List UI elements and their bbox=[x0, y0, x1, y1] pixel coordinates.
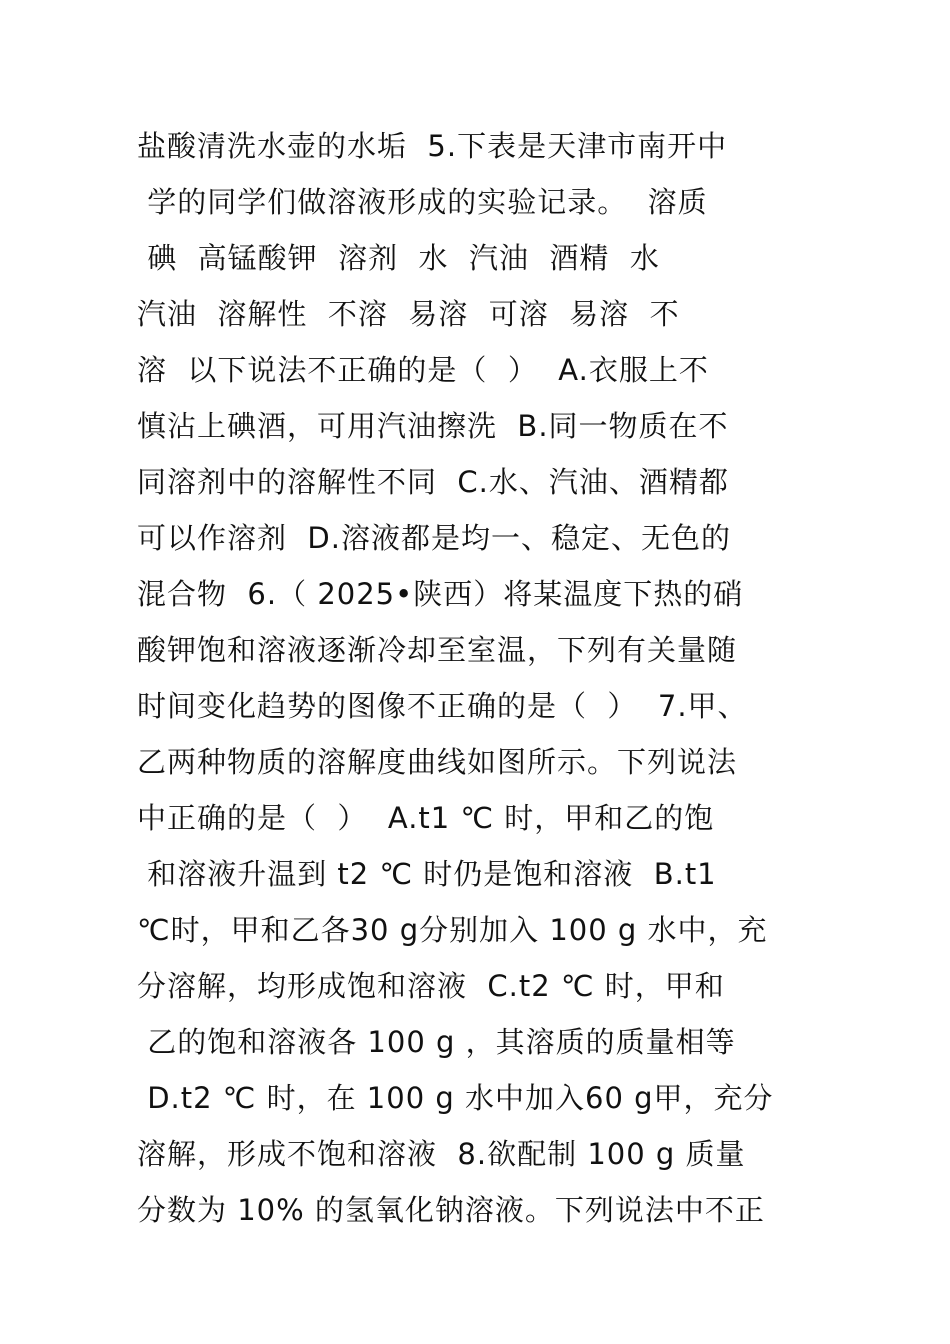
text-line: 盐酸清洗水壶的水垢 5.下表是天津市南开中 bbox=[137, 129, 728, 163]
text-line: 混合物 6.（ 2025•陕西）将某温度下热的硝 bbox=[137, 577, 744, 611]
text-line: 慎沾上碘酒，可用汽油擦洗 B.同一物质在不 bbox=[137, 409, 729, 443]
text-line: 碘 高锰酸钾 溶剂 水 汽油 酒精 水 bbox=[137, 241, 660, 275]
text-line: 溶解，形成不饱和溶液 8.欲配制 100 g 质量 bbox=[137, 1137, 746, 1171]
text-line: 可以作溶剂 D.溶液都是均一、稳定、无色的 bbox=[137, 521, 731, 555]
text-line: 乙的饱和溶液各 100 g ，其溶质的质量相等 bbox=[137, 1025, 736, 1059]
text-line: ℃时，甲和乙各30 g分别加入 100 g 水中，充 bbox=[137, 913, 768, 947]
text-line: 乙两种物质的溶解度曲线如图所示。下列说法 bbox=[137, 745, 738, 779]
text-line: 中正确的是（ ） A.t1 ℃ 时，甲和乙的饱 bbox=[137, 801, 715, 835]
text-line: 时间变化趋势的图像不正确的是（ ） 7.甲、 bbox=[137, 689, 748, 723]
text-line: 汽油 溶解性 不溶 易溶 可溶 易溶 不 bbox=[137, 297, 680, 331]
text-line: 酸钾饱和溶液逐渐冷却至室温，下列有关量随 bbox=[137, 633, 738, 667]
text-line: 分数为 10% 的氢氧化钠溶液。下列说法中不正 bbox=[137, 1193, 765, 1227]
text-line: D.t2 ℃ 时，在 100 g 水中加入60 g甲，充分 bbox=[137, 1081, 774, 1115]
text-line: 和溶液升温到 t2 ℃ 时仍是饱和溶液 B.t1 bbox=[137, 857, 717, 891]
text-line: 同溶剂中的溶解性不同 C.水、汽油、酒精都 bbox=[137, 465, 729, 499]
text-line: 溶 以下说法不正确的是（ ） A.衣服上不 bbox=[137, 353, 709, 387]
text-line: 学的同学们做溶液形成的实验记录。 溶质 bbox=[137, 185, 708, 219]
text-line: 分溶解，均形成饱和溶液 C.t2 ℃ 时，甲和 bbox=[137, 969, 725, 1003]
